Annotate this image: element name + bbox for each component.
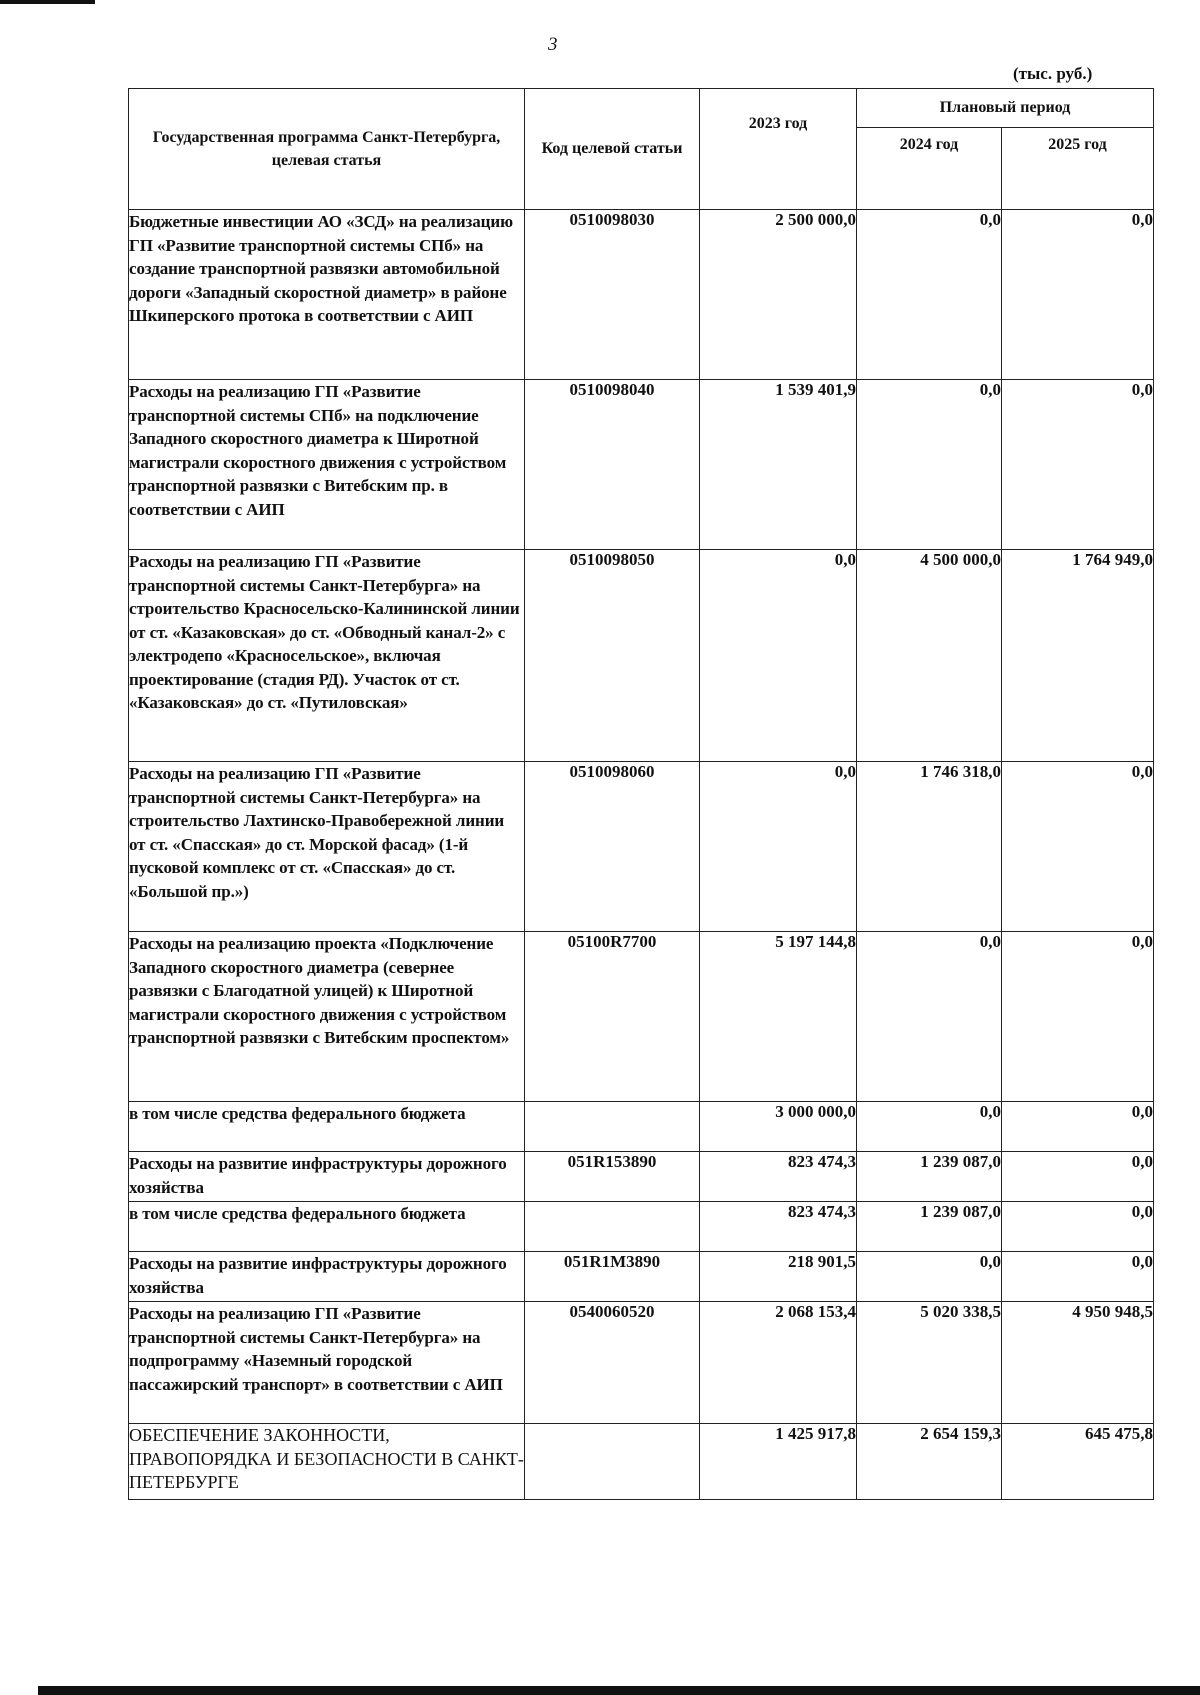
row-name: Расходы на реализацию ГП «Развитие транспортной системы СПб» на подключение Западного скоростного диаметра к Широтной магистрали скоростного движения с устройством транспортной развязки с Витебским пр. в соответствии с АИП [129, 380, 525, 550]
table-row [129, 1102, 1154, 1152]
row-value-2025: 0,0 [1002, 1152, 1154, 1202]
row-name: Расходы на реализацию ГП «Развитие транспортной системы Санкт-Петербурга» на строительство Красносельско-Калининской линии от ст. «Казаковская» до ст. «Обводный канал-2» с электродепо «Красносельское», включая проектирование (стадия РД). Участок от ст. «Казаковская» до ст. «Путиловская» [129, 550, 525, 762]
header-program: Государственная программа Санкт-Петербурга, целевая статья [129, 89, 525, 210]
row-value-2023: 1 539 401,9 [700, 380, 857, 550]
row-value-2024: 5 020 338,5 [857, 1302, 1002, 1424]
row-value-2025: 0,0 [1002, 1102, 1154, 1152]
row-name: Расходы на развитие инфраструктуры дорожного хозяйства [129, 1252, 525, 1302]
row-value-2025: 1 764 949,0 [1002, 550, 1154, 762]
row-code [525, 1202, 700, 1252]
row-value-2024: 0,0 [857, 1252, 1002, 1302]
row-code: 0540060520 [525, 1302, 700, 1424]
row-value-2023: 5 197 144,8 [700, 932, 857, 1102]
row-value-2024: 0,0 [857, 380, 1002, 550]
row-name: Расходы на развитие инфраструктуры дорожного хозяйства [129, 1152, 525, 1202]
row-value-2024: 0,0 [857, 1102, 1002, 1152]
row-code: 0510098050 [525, 550, 700, 762]
row-value-2025: 4 950 948,5 [1002, 1302, 1154, 1424]
header-2025: 2025 год [1002, 128, 1154, 210]
row-code: 0510098060 [525, 762, 700, 932]
row-code: 0510098040 [525, 380, 700, 550]
row-value-2024: 0,0 [857, 210, 1002, 380]
row-value-2023: 3 000 000,0 [700, 1102, 857, 1152]
row-name: Расходы на реализацию ГП «Развитие транспортной системы Санкт-Петербурга» на подпрограмму «Наземный городской пассажирский транспорт» в соответствии с АИП [129, 1302, 525, 1424]
row-name: Расходы на реализацию проекта «Подключение Западного скоростного диаметра (севернее развязки с Благодатной улицей) к Широтной магистрали скоростного движения с устройством транспортной развязки с Витебским проспектом» [129, 932, 525, 1102]
row-value-2025: 0,0 [1002, 932, 1154, 1102]
table-row [129, 1302, 1154, 1424]
table-row [129, 1424, 1154, 1500]
table-row [129, 550, 1154, 762]
table-row [129, 380, 1154, 550]
row-value-2023: 823 474,3 [700, 1152, 857, 1202]
units-label: (тыс. руб.) [1013, 64, 1093, 83]
header-row-1 [129, 89, 1154, 128]
row-name: Бюджетные инвестиции АО «ЗСД» на реализацию ГП «Развитие транспортной системы СПб» на создание транспортной развязки автомобильной дороги «Западный скоростной диаметр» в районе Шкиперского протока в соответствии с АИП [129, 210, 525, 380]
row-value-2025: 0,0 [1002, 762, 1154, 932]
header-2023: 2023 год [700, 89, 857, 210]
row-value-2024: 2 654 159,3 [857, 1424, 1002, 1500]
page-number: 3 [548, 34, 558, 55]
row-name: в том числе средства федерального бюджета [129, 1202, 525, 1252]
table-row [129, 1252, 1154, 1302]
table-row [129, 762, 1154, 932]
budget-table [128, 88, 1154, 1500]
row-code: 05100R7700 [525, 932, 700, 1102]
table-body [129, 210, 1154, 1500]
row-value-2025: 0,0 [1002, 210, 1154, 380]
row-value-2025: 0,0 [1002, 1252, 1154, 1302]
row-value-2023: 0,0 [700, 762, 857, 932]
row-code: 0510098030 [525, 210, 700, 380]
row-value-2023: 1 425 917,8 [700, 1424, 857, 1500]
header-code: Код целевой статьи [525, 89, 700, 210]
row-code: 051R1M3890 [525, 1252, 700, 1302]
row-value-2023: 0,0 [700, 550, 857, 762]
row-name: ОБЕСПЕЧЕНИЕ ЗАКОННОСТИ, ПРАВОПОРЯДКА И БЕЗОПАСНОСТИ В САНКТ-ПЕТЕРБУРГЕ [129, 1424, 525, 1500]
table-row [129, 1152, 1154, 1202]
row-value-2023: 2 068 153,4 [700, 1302, 857, 1424]
row-name: Расходы на реализацию ГП «Развитие транспортной системы Санкт-Петербурга» на строительство Лахтинско-Правобережной линии от ст. «Спасская» до ст. Морской фасад» (1-й пусковой комплекс от ст. «Спасская» до ст. «Большой пр.») [129, 762, 525, 932]
row-value-2024: 4 500 000,0 [857, 550, 1002, 762]
row-value-2024: 1 746 318,0 [857, 762, 1002, 932]
table-row [129, 932, 1154, 1102]
row-code [525, 1424, 700, 1500]
row-value-2025: 0,0 [1002, 1202, 1154, 1252]
row-value-2023: 823 474,3 [700, 1202, 857, 1252]
row-value-2024: 0,0 [857, 932, 1002, 1102]
row-value-2023: 2 500 000,0 [700, 210, 857, 380]
row-value-2024: 1 239 087,0 [857, 1202, 1002, 1252]
row-value-2025: 0,0 [1002, 380, 1154, 550]
row-value-2024: 1 239 087,0 [857, 1152, 1002, 1202]
row-code [525, 1102, 700, 1152]
bottom-edge-bar [38, 1686, 1200, 1695]
row-value-2025: 645 475,8 [1002, 1424, 1154, 1500]
top-edge-line [0, 0, 95, 4]
header-2024: 2024 год [857, 128, 1002, 210]
row-name: в том числе средства федерального бюджета [129, 1102, 525, 1152]
table-row [129, 1202, 1154, 1252]
row-value-2023: 218 901,5 [700, 1252, 857, 1302]
header-plan-period: Плановый период [857, 89, 1154, 128]
table-row [129, 210, 1154, 380]
row-code: 051R153890 [525, 1152, 700, 1202]
